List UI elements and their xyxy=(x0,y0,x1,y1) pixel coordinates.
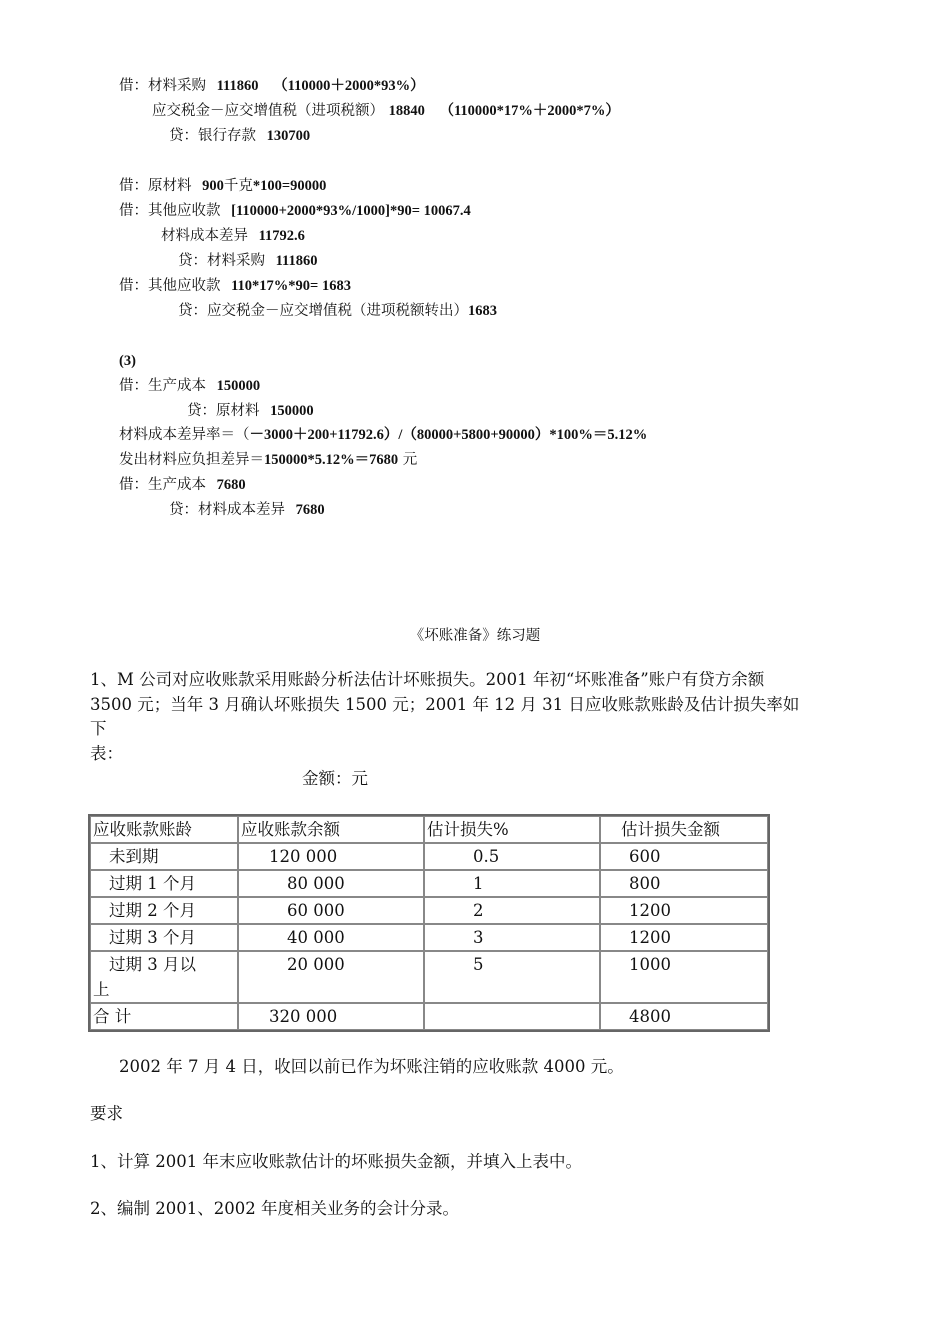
table-cell xyxy=(90,951,238,1003)
entry-label: 贷：应交税金－应交增值税（进项税额转出） xyxy=(178,303,468,319)
entry-formula: （110000＋2000*93%） xyxy=(273,78,425,94)
table-cell: 过期 2 个月 xyxy=(90,897,238,924)
table-cell: 1 xyxy=(424,870,600,897)
entry-value: 7680 xyxy=(295,502,325,518)
aging-table xyxy=(88,814,770,1032)
entry-formula: －3000＋200+11792.6）/（80000+5800+90000）*100%＝5.12% xyxy=(249,427,648,443)
entry-formula: （110000*17%＋2000*7%） xyxy=(439,103,620,119)
table-header-cell: 估计损失% xyxy=(424,816,600,843)
table-header-cell: 估计损失金额 xyxy=(600,816,768,843)
table-cell: 60 000 xyxy=(238,897,424,924)
table-row xyxy=(90,951,768,1003)
entry-line-13 xyxy=(119,426,647,444)
table-row xyxy=(90,843,768,870)
table-row xyxy=(90,870,768,897)
unit-note: 金额：元 xyxy=(302,769,368,788)
entry-label: 材料成本差异率＝（ xyxy=(119,427,250,443)
entry-line-10 xyxy=(119,352,136,370)
table-cell xyxy=(424,1003,600,1030)
table-total-row xyxy=(90,1003,768,1030)
entry-label: 贷：银行存款 xyxy=(169,128,256,144)
table-cell: 1200 xyxy=(600,897,768,924)
table-header-cell: 应收账款账龄 xyxy=(90,816,238,843)
entry-line-8 xyxy=(119,277,351,295)
entry-line-12 xyxy=(187,402,314,420)
entry-unit: 元 xyxy=(402,452,418,468)
entry-label: 借：材料采购 xyxy=(119,78,206,94)
collection-note: 2002 年 7 月 4 日，收回以前已作为坏账注销的应收账款 4000 元。 xyxy=(119,1057,624,1076)
table-cell: 过期 1 个月 xyxy=(90,870,238,897)
table-cell: 3 xyxy=(424,924,600,951)
entry-label: 借：其他应收款 xyxy=(119,278,221,294)
table-row xyxy=(90,897,768,924)
entry-line-16 xyxy=(169,501,325,519)
entry-formula: 150000*5.12%＝7680 xyxy=(264,452,399,468)
problem-line-1: 1、M 公司对应收账款采用账龄分析法估计坏账损失。2001 年初“坏账准备”账户有贷方余额 xyxy=(90,670,765,689)
entry-label: 借：生产成本 xyxy=(119,477,206,493)
problem-line-4: 表： xyxy=(90,744,123,763)
table-cell: 800 xyxy=(600,870,768,897)
entry-value: 150000 xyxy=(270,403,314,419)
entry-label: 借：生产成本 xyxy=(119,378,206,394)
entry-line-4 xyxy=(119,177,326,195)
table-cell: 合 计 xyxy=(90,1003,238,1030)
table-cell: 80 000 xyxy=(238,870,424,897)
requirement-1: 1、计算 2001 年末应收账款估计的坏账损失金额，并填入上表中。 xyxy=(90,1152,582,1171)
table-cell: 20 000 xyxy=(238,951,424,1003)
entry-line-7 xyxy=(178,252,318,270)
entry-line-9 xyxy=(178,302,497,320)
entry-value: 7680 xyxy=(216,477,246,493)
entry-value: 18840 xyxy=(388,103,425,119)
table-cell: 40 000 xyxy=(238,924,424,951)
entry-label: 材料成本差异 xyxy=(161,228,248,244)
section-number: (3) xyxy=(119,353,136,369)
table-cell: 0.5 xyxy=(424,843,600,870)
table-cell: 未到期 xyxy=(90,843,238,870)
entry-value: 130700 xyxy=(266,128,311,144)
entry-value: 11792.6 xyxy=(258,228,305,244)
problem-line-3: 下 xyxy=(90,719,107,738)
table-header-cell: 应收账款余额 xyxy=(238,816,424,843)
entry-line-5 xyxy=(119,202,471,220)
entry-value: 900 xyxy=(202,178,224,194)
entry-formula: 110*17%*90= 1683 xyxy=(231,278,351,294)
entry-line-15 xyxy=(119,476,246,494)
entry-label: 发出材料应负担差异＝ xyxy=(119,452,264,468)
table-header-row xyxy=(90,816,768,843)
entry-line-14 xyxy=(119,451,417,469)
entry-value: 1683 xyxy=(468,303,497,319)
entry-line-11 xyxy=(119,377,260,395)
entry-label: 应交税金－应交增值税（进项税额） xyxy=(152,103,384,119)
entry-value: 111860 xyxy=(275,253,318,269)
entry-label: 贷：原材料 xyxy=(187,403,260,419)
entry-unit: 千克 xyxy=(223,178,253,194)
entry-label: 借：原材料 xyxy=(119,178,192,194)
table-cell: 120 000 xyxy=(238,843,424,870)
table-cell: 600 xyxy=(600,843,768,870)
entry-label: 贷：材料采购 xyxy=(178,253,265,269)
entry-label: 贷：材料成本差异 xyxy=(169,502,285,518)
table-row xyxy=(90,924,768,951)
entry-value: 111860 xyxy=(216,78,259,94)
table-cell-text: 过期 3 月以上 xyxy=(93,955,196,999)
table-cell: 4800 xyxy=(600,1003,768,1030)
table-cell: 1000 xyxy=(600,951,768,1003)
table-cell: 5 xyxy=(424,951,600,1003)
entry-label: 借：其他应收款 xyxy=(119,203,221,219)
table-cell: 2 xyxy=(424,897,600,924)
entry-line-1 xyxy=(119,77,425,95)
entry-formula: *100=90000 xyxy=(252,178,327,194)
table-cell: 过期 3 个月 xyxy=(90,924,238,951)
entry-line-3 xyxy=(169,127,310,145)
entry-value: 150000 xyxy=(216,378,261,394)
requirement-2: 2、编制 2001、2002 年度相关业务的会计分录。 xyxy=(90,1199,459,1218)
table-cell: 1200 xyxy=(600,924,768,951)
entry-formula: [110000+2000*93%/1000]*90= 10067.4 xyxy=(231,203,471,219)
exercise-title: 《坏账准备》练习题 xyxy=(409,628,541,644)
entry-line-2 xyxy=(152,102,620,120)
problem-line-2: 3500 元；当年 3 月确认坏账损失 1500 元；2001 年 12 月 31 日应收账款账龄及估计损失率如 xyxy=(90,695,800,714)
entry-line-6 xyxy=(161,227,305,245)
requirements-title: 要求 xyxy=(90,1104,123,1123)
table-cell: 320 000 xyxy=(238,1003,424,1030)
